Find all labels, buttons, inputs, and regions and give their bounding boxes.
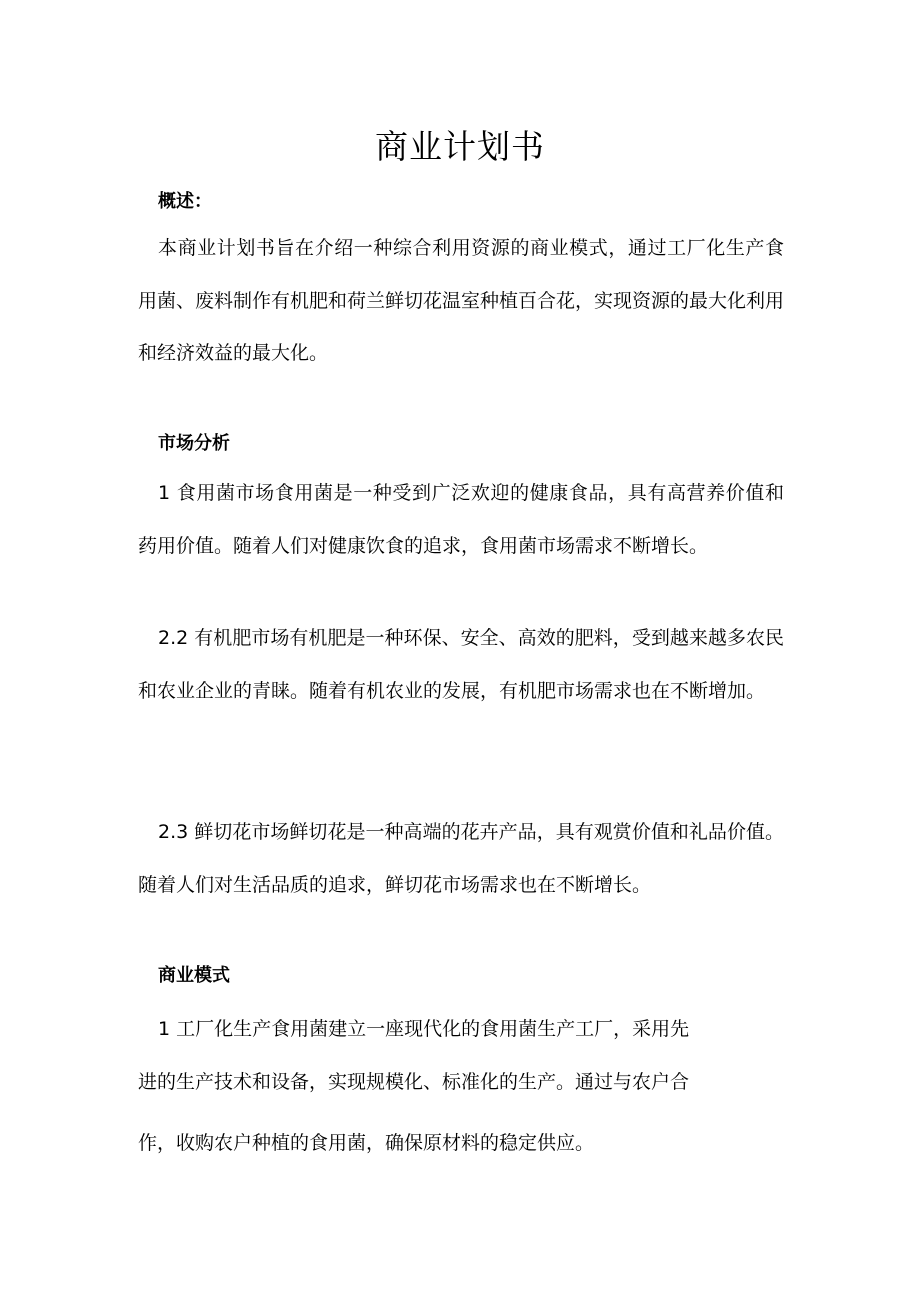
market-analysis-heading: 市场分析	[158, 433, 230, 454]
market-item-fertilizer: 2.2 有机肥市场有机肥是一种环保、安全、高效的肥料，受到越来越多农民和农业企业的青睐。随着有机农业的发展，有机肥市场需求也在不断增加。	[138, 627, 784, 702]
business-model-line: 1 工厂化生产食用菌建立一座现代化的食用菌生产工厂，采用先	[158, 1018, 690, 1040]
market-item-mushroom: 1 食用菌市场食用菌是一种受到广泛欢迎的健康食品，具有高营养价值和药用价值。随着人们对健康饮食的追求，食用菌市场需求不断增长。	[138, 482, 784, 557]
business-model-line: 作，收购农户种植的食用菌，确保原材料的稳定供应。	[138, 1132, 595, 1154]
document-title: 商业计划书	[375, 127, 545, 166]
business-model-line: 进的生产技术和设备，实现规模化、标准化的生产。通过与农户合	[138, 1071, 690, 1093]
market-item-cut-flowers: 2.3 鲜切花市场鲜切花是一种高端的花卉产品，具有观赏价值和礼品价值。随着人们对生活品质的追求，鲜切花市场需求也在不断增长。	[138, 821, 784, 896]
business-model-heading: 商业模式	[158, 965, 230, 986]
overview-paragraph: 本商业计划书旨在介绍一种综合利用资源的商业模式，通过工厂化生产食用菌、废料制作有机肥和荷兰鲜切花温室种植百合花，实现资源的最大化利用和经济效益的最大化。	[138, 237, 785, 364]
overview-heading: 概述：	[158, 191, 212, 212]
